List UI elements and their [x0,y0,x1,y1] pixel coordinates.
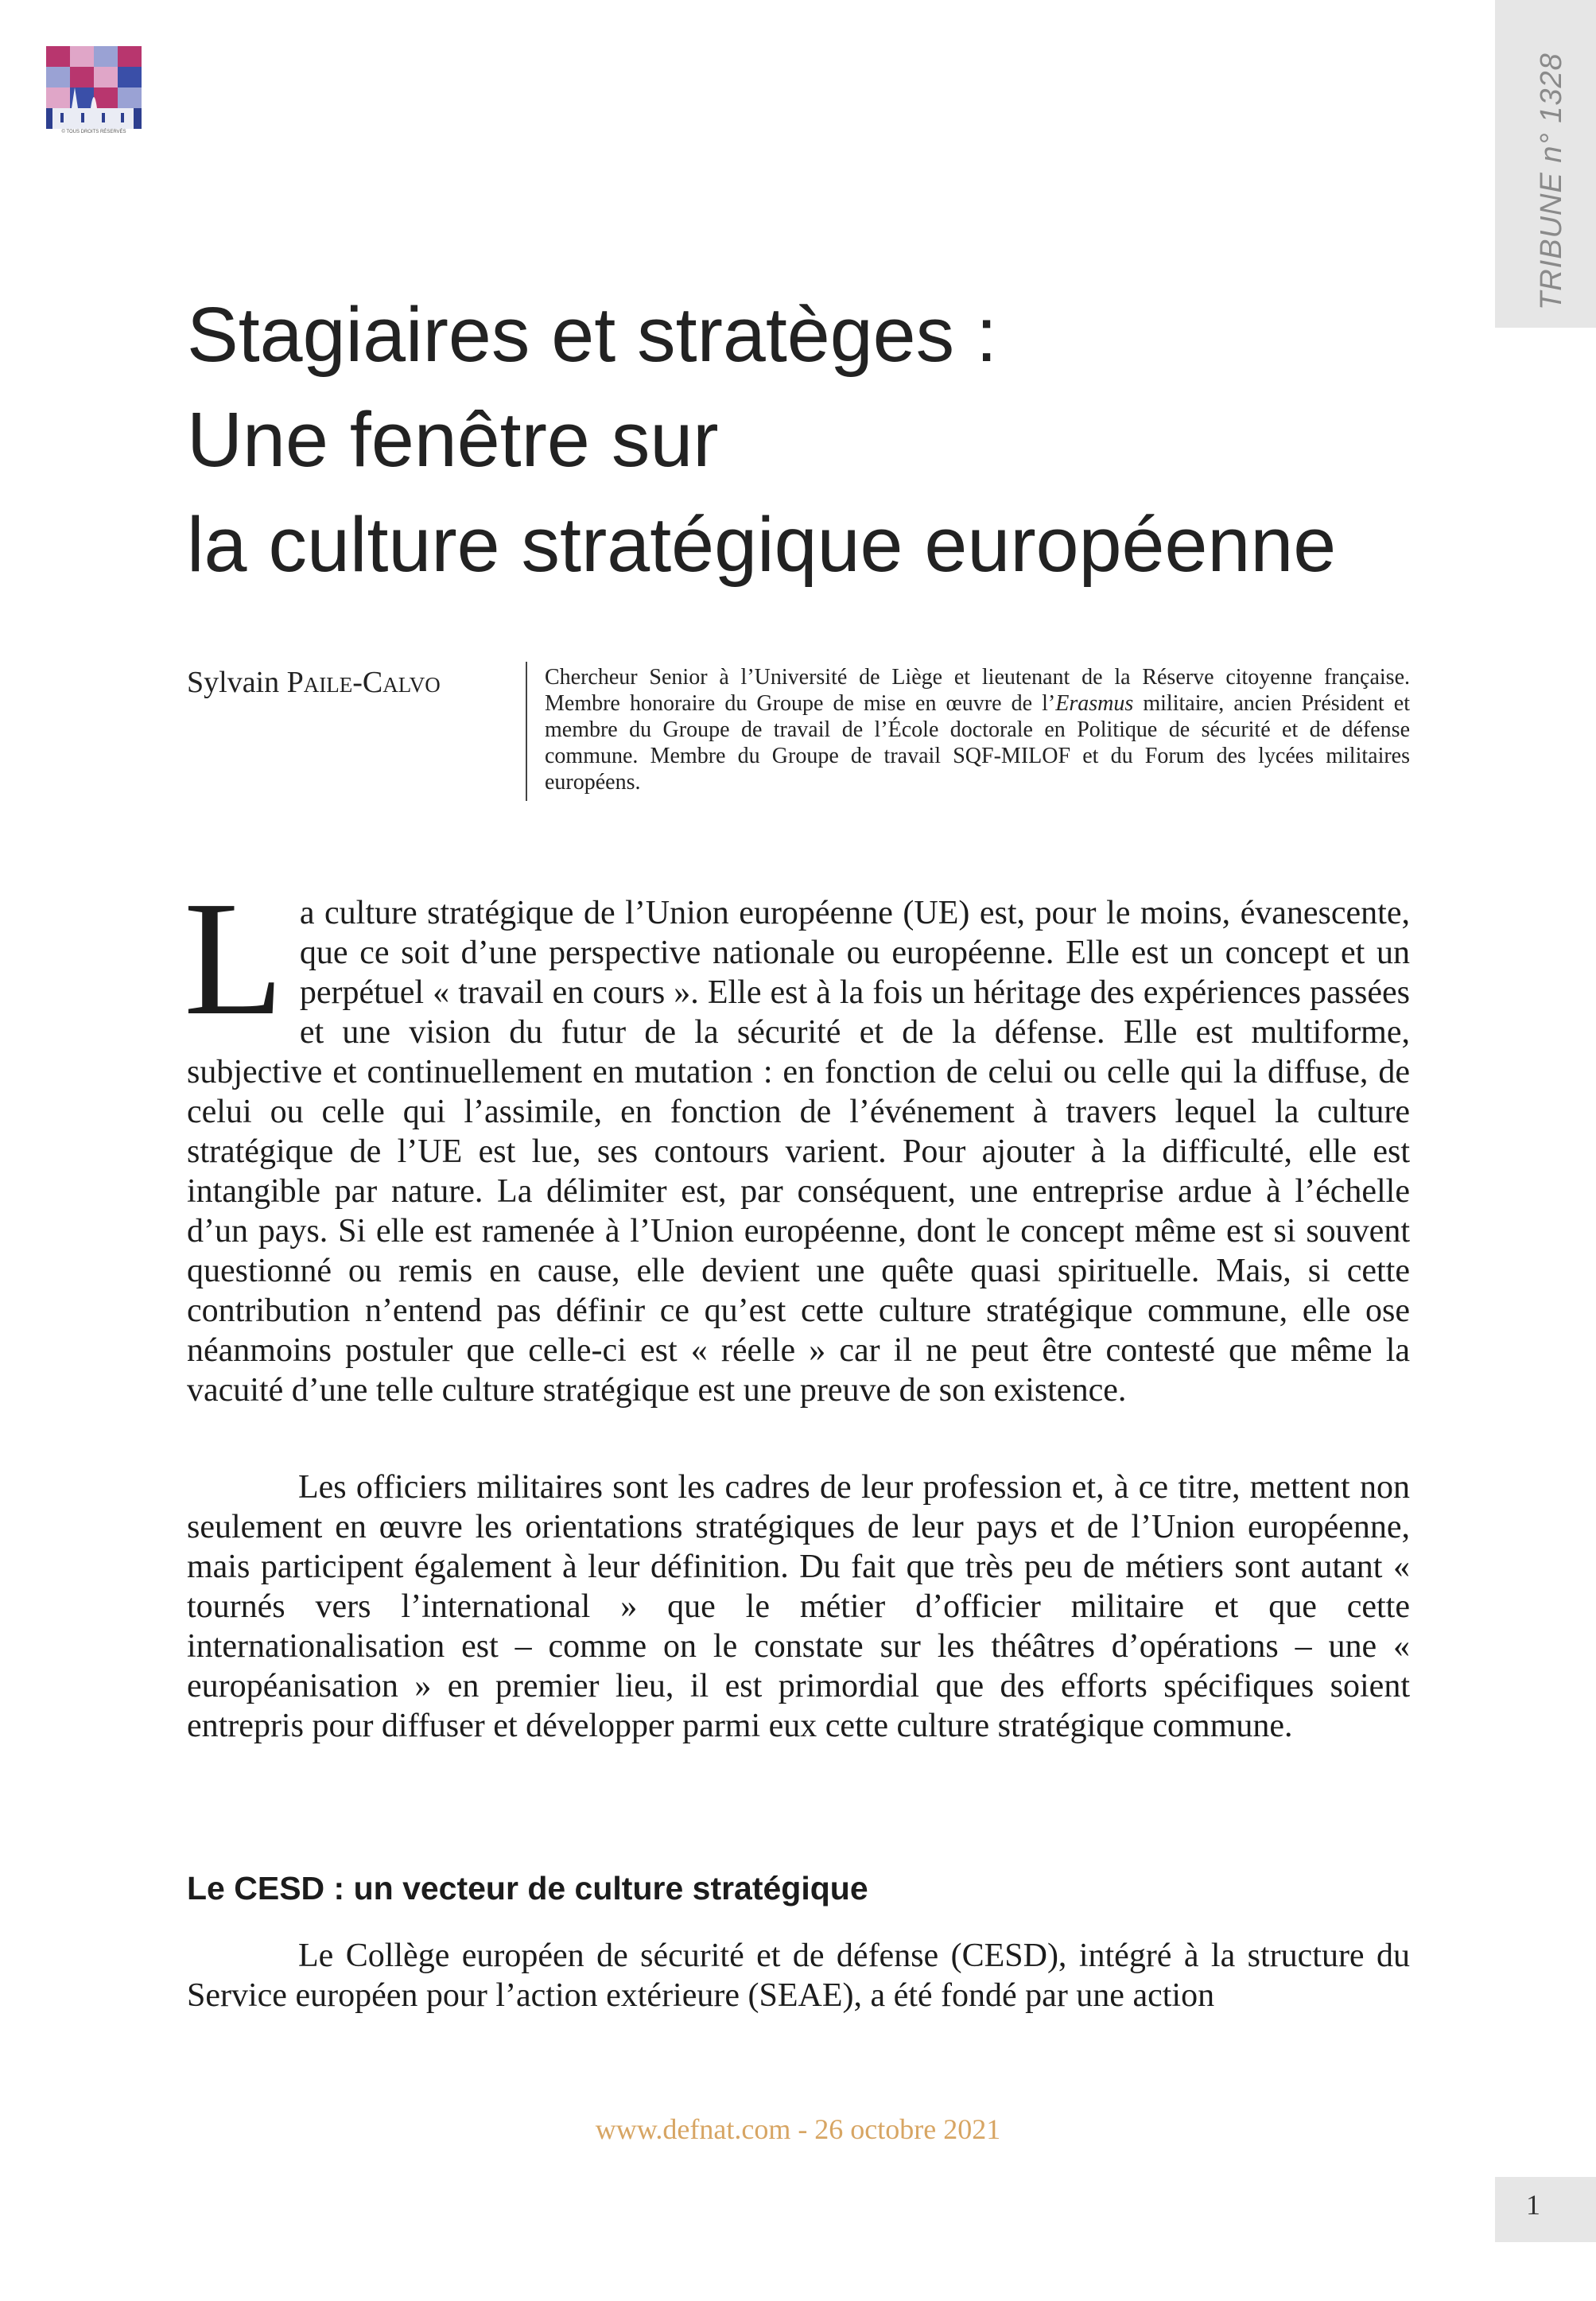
title-line: Stagiaires et stratèges : [187,291,998,378]
author-bio-italic: Erasmus [1055,691,1134,716]
section-heading: Le CESD : un vecteur de culture stratégique [187,1870,868,1906]
author-last-name: Paile-Calvo [286,666,441,699]
tribune-label: TRIBUNE n° 1328 [1535,52,1568,310]
author-name [187,665,441,700]
article-title [187,282,1427,597]
logo-copyright: © TOUS DROITS RÉSERVÉS [61,130,126,134]
logo [46,46,142,140]
defense-nationale-logo-icon [46,46,142,129]
paragraph-intro-text: a culture stratégique de l’Union européenne (UE) est, pour le moins, évanescente, que ce soit d’une perspective nationale ou européenne. Elle est un concept et un perpétuel « travail en cours ». Elle est à la fois un héritage des expériences passées et une vision du futur de la sécurité et de la défense. Elle est multiforme, subjective et continuellement en mutation : en fonction de celui ou celle qui la diffuse, de celui ou celle qui l’assimile, en fonction de l’événement à travers lequel la culture stratégique de l’UE est lue, ses contours varient. Pour ajouter à la difficulté, elle est intangible par nature. La délimiter est, par conséquent, une entreprise ardue à l’échelle d’un pays. Si elle est ramenée à l’Union européenne, dont le concept même est si souvent questionné ou remis en cause, elle devient une quête quasi spirituelle. Mais, si cette contribution n’entend pas définir ce qu’est cette culture stratégique commune, elle ose néanmoins postuler que celle-ci est « réelle » car il ne peut être contesté que même la vacuité d’une telle culture stratégique est une preuve de son existence. [187,895,1410,1409]
title-line: Une fenêtre sur [187,396,719,483]
paragraph-cesd: Le Collège européen de sécurité et de défense (CESD), intégré à la structure du Service européen pour l’action extérieure (SEAE), a été fondé par une action [187,1938,1410,2014]
author-bio [545,664,1410,795]
title-line: la culture stratégique européenne [187,501,1337,588]
paragraph-intro [184,867,1410,1410]
author-bio-text-continued: militaire, ancien Président et membre du Groupe de travail de l’École doctorale en Politique de sécurité et de défense commune. Membre du Groupe de travail SQF-MILOF et du Forum des lycées militaires européens. [545,691,1410,795]
author-divider [526,662,527,801]
paragraph-officers: Les officiers militaires sont les cadres de leur profession et, à ce titre, mettent non seulement en œuvre les orientations stratégiques de leur pays et de l’Union européenne, mais participent également à leur définition. Du fait que très peu de métiers sont autant « tournés vers l’international » que le métier d’officier militaire et que cette internationalisation est – comme on le constate sur les théâtres d’opérations – une « européanisation » en premier lieu, il est primordial que des efforts spécifiques soient entrepris pour diffuser et développer parmi eux cette culture stratégique commune. [187,1469,1410,1744]
footer-url-date: www.defnat.com - 26 octobre 2021 [595,2113,1001,2145]
author-bio-text: Chercheur Senior à l’Université de Liège et lieutenant de la Réserve citoyenne française. Membre honoraire du Groupe de mise en œuvre de l’ [545,665,1410,716]
page-number: 1 [1526,2189,1540,2221]
drop-cap: L [184,867,284,1049]
author-first-name: Sylvain [187,666,280,699]
